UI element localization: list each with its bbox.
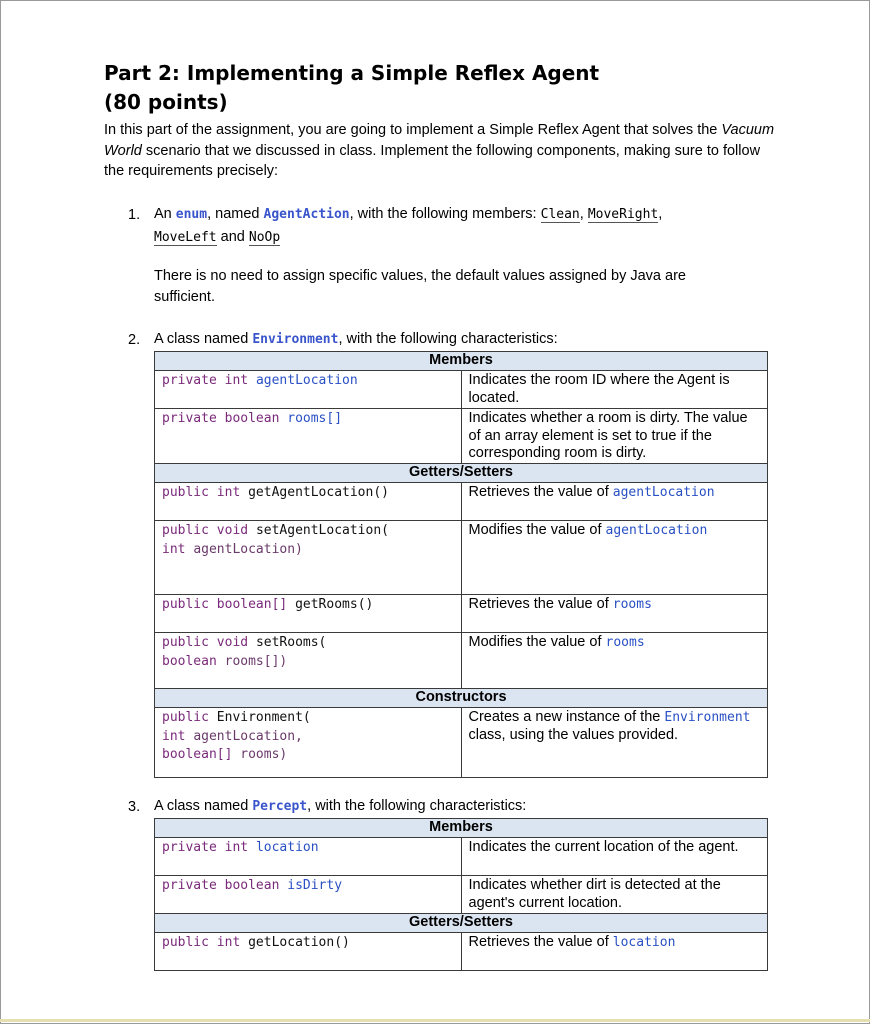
table-row: private int agentLocation Indicates the room ID where the Agent is located. [155,371,768,409]
item-1-text: An enum, named AgentAction, with the following members: Clean, MoveRight, MoveLeft and NoOp [154,206,663,245]
agent-action-name: AgentAction [263,207,350,222]
heading-line-1: Part 2: Implementing a Simple Reflex Agent [104,61,600,85]
table-row: private int location Indicates the current location of the agent. [155,838,768,876]
percept-class-name: Percept [252,799,308,814]
item-3-text: A class named Percept, with the following characteristics: [154,798,527,814]
intro-paragraph: In this part of the assignment, you are going to implement a Simple Reflex Agent that solves the Vacuum World scenario that we discussed in class. Implement the following components, making sure to follow the requirements precisely: [104,122,775,179]
member-clean: Clean [540,207,580,222]
table-row: public int getLocation() Retrieves the value of location [155,933,768,971]
environment-class-name: Environment [252,332,339,347]
table-row: public void setAgentLocation( int agentLocation) Modifies the value of agentLocation [155,521,768,595]
table-row: private boolean rooms[] Indicates whether a room is dirty. The value of an array element is set to true if the corresponding room is dirty. [155,409,768,464]
section-members: Members [155,819,768,838]
item-3-number: 3. [128,799,141,815]
environment-spec-table [154,351,768,778]
table-row: public void setRooms( boolean rooms[]) Modifies the value of rooms [155,633,768,689]
section-getters-setters: Getters/Setters [155,914,768,933]
member-move-right: MoveRight [587,207,659,222]
percept-spec-table [154,818,768,971]
item-1-note: There is no need to assign specific values, the default values assigned by Java are sufficient. [154,268,686,305]
section-heading [104,59,599,117]
member-move-left: MoveLeft [154,230,217,245]
heading-line-2: (80 points) [104,90,228,114]
section-getters-setters: Getters/Setters [155,464,768,483]
page-bottom-edge [0,1019,870,1022]
item-1-number: 1. [128,207,141,223]
section-constructors: Constructors [155,689,768,708]
enum-keyword: enum [175,207,208,222]
table-row: public boolean[] getRooms() Retrieves the value of rooms [155,595,768,633]
table-row: private boolean isDirty Indicates whether dirt is detected at the agent's current location. [155,876,768,914]
item-2-text: A class named Environment, with the following characteristics: [154,331,558,347]
section-members: Members [155,352,768,371]
table-row: public int getAgentLocation() Retrieves the value of agentLocation [155,483,768,521]
item-2-number: 2. [128,332,141,348]
table-row: public Environment( int agentLocation, boolean[] rooms) Creates a new instance of the Environment class, using the values provided. [155,708,768,778]
vacuum-world-term: Vacuum World [104,122,775,159]
member-noop: NoOp [248,230,281,245]
